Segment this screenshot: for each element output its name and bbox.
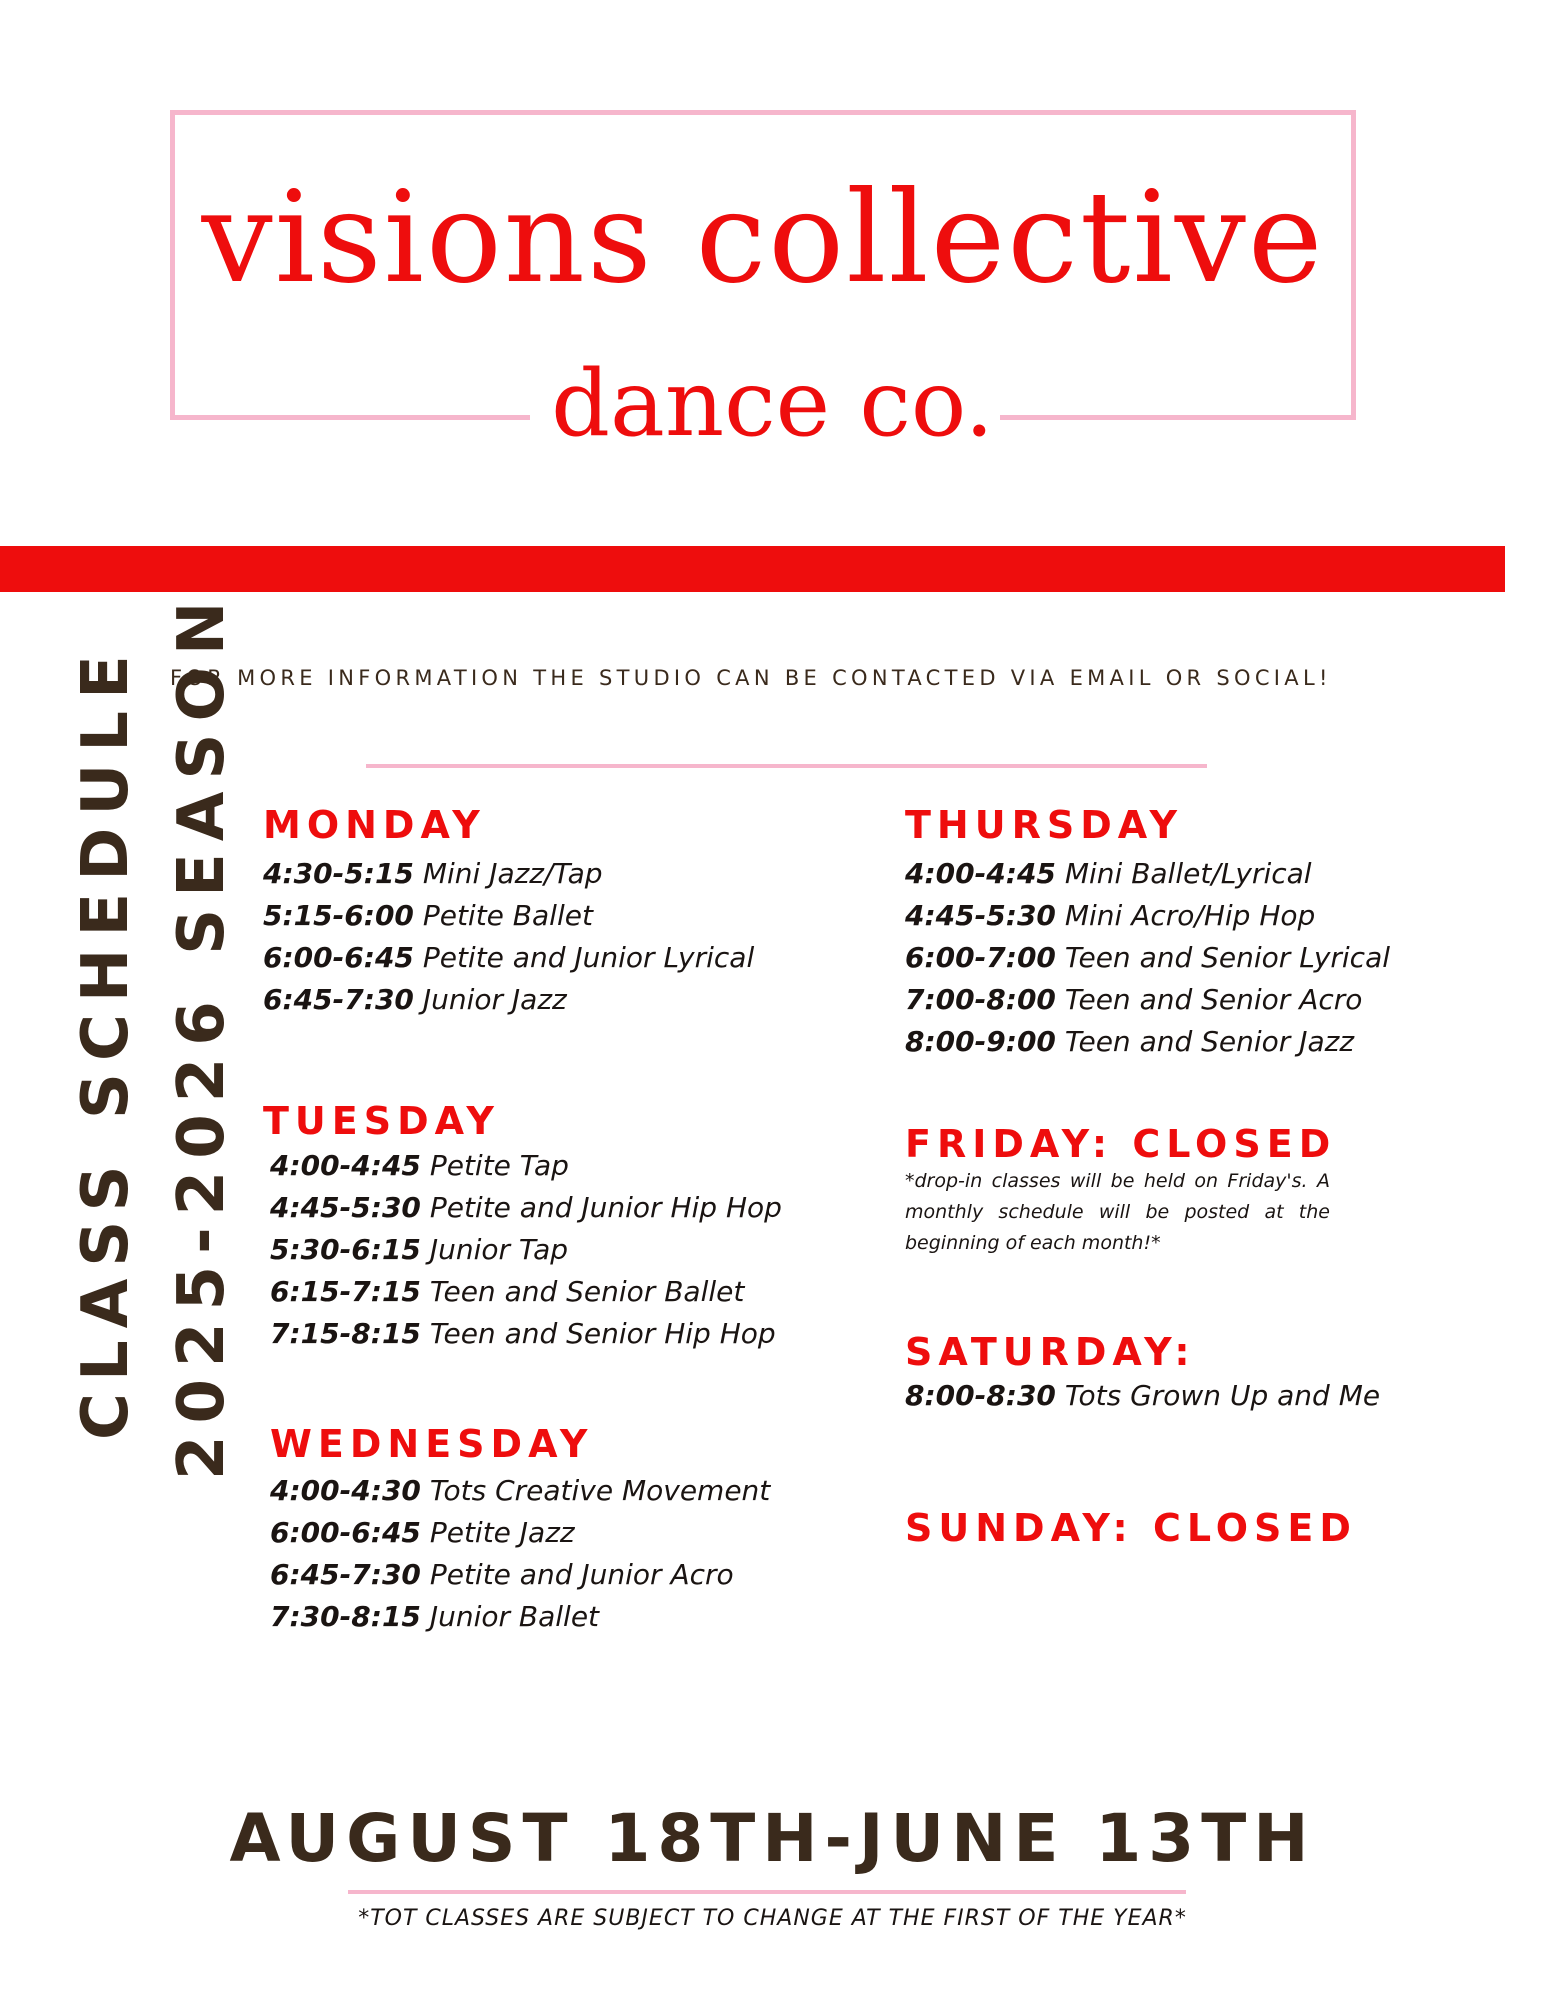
wednesday-classes [270,1470,770,1638]
class-time: 5:15-6:00 [263,899,414,932]
class-time: 8:00-9:00 [905,1025,1056,1058]
class-name: Petite and Junior Acro [429,1558,734,1591]
list-item [905,1021,1390,1063]
class-time: 8:00-8:30 [905,1379,1056,1412]
class-name: Teen and Senior Jazz [1064,1025,1355,1058]
list-item [270,1554,770,1596]
class-time: 4:00-4:30 [270,1474,421,1507]
list-item [905,895,1390,937]
class-name: Mini Jazz/Tap [422,857,603,890]
class-time: 6:45-7:30 [270,1558,421,1591]
class-name: Teen and Senior Ballet [429,1275,745,1308]
class-time: 7:30-8:15 [270,1600,421,1633]
thursday-heading: THURSDAY [905,803,1184,847]
class-time: 4:30-5:15 [263,857,414,890]
logo-subtitle: dance co. [551,350,994,457]
class-name: Petite Jazz [429,1516,575,1549]
list-item [263,853,754,895]
saturday-heading: SATURDAY: [905,1330,1196,1374]
friday-note: *drop-in classes will be held on Friday's. A monthly schedule will be posted at the beginning of each month!* [905,1170,1330,1254]
list-item [270,1187,782,1229]
class-time: 6:00-6:45 [263,941,414,974]
monday-classes [263,853,754,1021]
class-name: Junior Ballet [429,1600,600,1633]
thursday-classes [905,853,1390,1063]
class-time: 6:00-7:00 [905,941,1056,974]
list-item [270,1596,770,1638]
class-name: Teen and Senior Hip Hop [429,1317,776,1350]
class-name: Mini Ballet/Lyrical [1064,857,1312,890]
logo-title: visions collective [201,164,1325,311]
season-dates: AUGUST 18TH-JUNE 13TH [229,1800,1316,1877]
list-item [905,1375,1380,1417]
class-time: 5:30-6:15 [270,1233,421,1266]
class-time: 4:00-4:45 [270,1149,421,1182]
class-time: 6:00-6:45 [270,1516,421,1549]
bottom-divider [348,1890,1186,1894]
list-item [270,1271,782,1313]
class-name: Tots Creative Movement [429,1474,771,1507]
class-name: Petite and Junior Hip Hop [429,1191,782,1224]
class-time: 7:00-8:00 [905,983,1056,1016]
class-name: Tots Grown Up and Me [1064,1379,1381,1412]
info-bar [0,546,1505,629]
list-item [263,895,754,937]
class-name: Teen and Senior Acro [1064,983,1363,1016]
list-item [905,979,1390,1021]
tuesday-classes [270,1145,782,1355]
tuesday-heading: TUESDAY [263,1099,500,1143]
class-name: Mini Acro/Hip Hop [1064,899,1316,932]
sunday-heading: SUNDAY: CLOSED [905,1506,1357,1550]
class-schedule-heading: CLASS SCHEDULE [69,643,143,1440]
list-item [905,937,1390,979]
class-time: 4:45-5:30 [270,1191,421,1224]
class-name: Petite Ballet [422,899,593,932]
class-time: 4:45-5:30 [905,899,1056,932]
address-email-text: 2092 Wales Rd. NW Massillon, OH 44646 | visionscollectivedanceco@gmail.com [180,601,1318,629]
list-item [270,1145,782,1187]
class-name: Junior Jazz [422,983,567,1016]
class-time: 6:45-7:30 [263,983,414,1016]
list-item [270,1470,770,1512]
list-item [263,979,754,1021]
list-item [263,937,754,979]
list-item [905,853,1390,895]
top-divider [366,764,1207,768]
class-time: 4:00-4:45 [905,857,1056,890]
class-name: Junior Tap [429,1233,568,1266]
list-item [270,1313,782,1355]
saturday-classes [905,1375,1380,1417]
class-time: 6:15-7:15 [270,1275,421,1308]
season-heading: 2025-2026 SEASON [165,589,239,1480]
wednesday-heading: WEDNESDAY [270,1422,594,1466]
class-name: Teen and Senior Lyrical [1064,941,1391,974]
monday-heading: MONDAY [263,803,486,847]
class-name: Petite and Junior Lyrical [422,941,755,974]
friday-heading: FRIDAY: CLOSED [905,1122,1337,1166]
list-item [270,1512,770,1554]
class-time: 7:15-8:15 [270,1317,421,1350]
footnote: *TOT CLASSES ARE SUBJECT TO CHANGE AT THE FIRST OF THE YEAR* [358,1906,1187,1931]
list-item [270,1229,782,1271]
contact-note: FOR MORE INFORMATION THE STUDIO CAN BE CONTACTED VIA EMAIL OR SOCIAL! [170,666,1332,690]
class-name: Petite Tap [429,1149,569,1182]
